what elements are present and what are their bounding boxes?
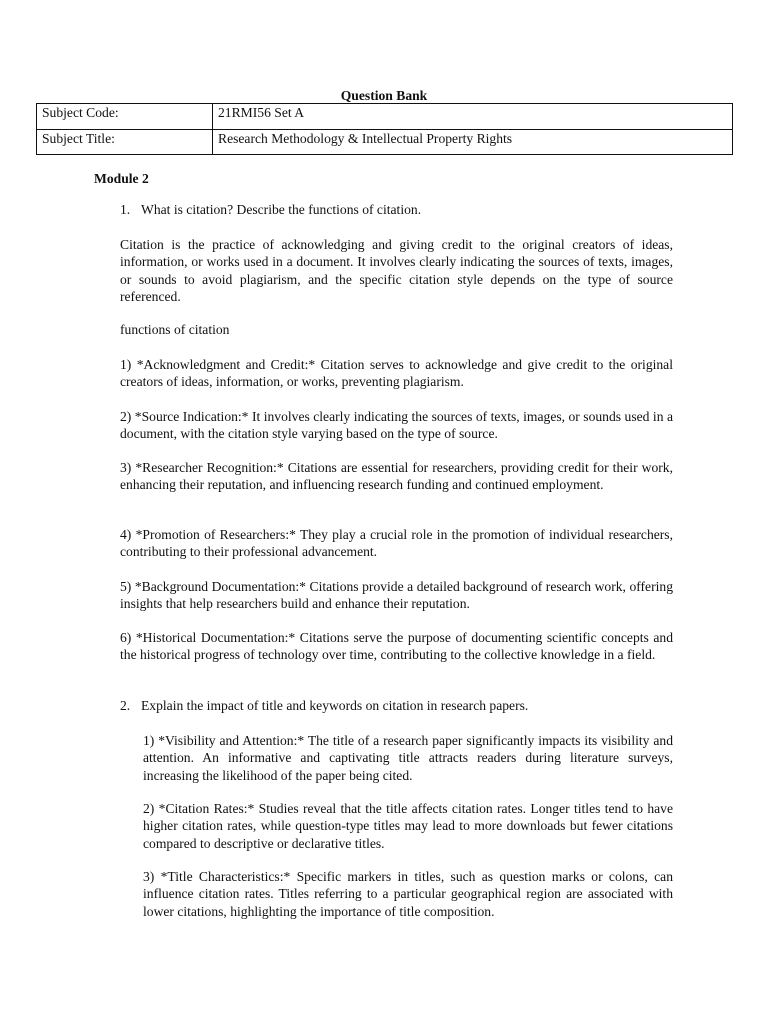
question-1 bbox=[120, 201, 680, 218]
module-heading: Module 2 bbox=[94, 171, 149, 186]
impact-point-2: 2) *Citation Rates:* Studies reveal that the title affects citation rates. Longer titles tend to have higher citation rates, while question-type titles may lead to more downloads but fewer citations compared to descriptive or declarative titles. bbox=[143, 801, 673, 851]
table-row bbox=[37, 104, 733, 130]
subject-title-value: Research Methodology & Intellectual Property Rights bbox=[213, 129, 733, 155]
function-point-5: 5) *Background Documentation:* Citations provide a detailed background of research work, offering insights that help researchers build and enhance their reputation. bbox=[120, 579, 673, 612]
question-2 bbox=[120, 697, 680, 714]
function-point-4: 4) *Promotion of Researchers:* They play a crucial role in the promotion of individual researchers, contributing to their professional advancement. bbox=[120, 527, 673, 560]
function-point-2: 2) *Source Indication:* It involves clearly indicating the sources of texts, images, or sounds used in a document, with the citation style varying based on the type of source. bbox=[120, 409, 673, 442]
page-title: Question Bank bbox=[340, 88, 428, 103]
answer-paragraph: Citation is the practice of acknowledging and giving credit to the original creators of ideas, information, or works used in a document. It involves clearly indicating the sources of texts, images, or sounds to avoid plagiarism, and the specific citation style depends on the type of source referenced. bbox=[120, 237, 673, 305]
table-row bbox=[37, 129, 733, 155]
question-text: Explain the impact of title and keywords on citation in research papers. bbox=[141, 698, 529, 713]
function-point-6: 6) *Historical Documentation:* Citations serve the purpose of documenting scientific concepts and the historical progress of technology over time, contributing to the collective knowledge in a field. bbox=[120, 630, 673, 663]
subject-code-label: Subject Code: bbox=[37, 104, 213, 130]
function-point-1: 1) *Acknowledgment and Credit:* Citation serves to acknowledge and give credit to the original creators of ideas, information, or works, preventing plagiarism. bbox=[120, 357, 673, 390]
question-number: 1. bbox=[120, 202, 131, 217]
question-text: What is citation? Describe the functions of citation. bbox=[141, 202, 422, 217]
subject-code-value: 21RMI56 Set A bbox=[213, 104, 733, 130]
impact-point-3: 3) *Title Characteristics:* Specific markers in titles, such as question marks or colons, can influence citation rates. Titles referring to a particular geographical region are associated with lower citations, highlighting the importance of title composition. bbox=[143, 869, 673, 919]
function-point-3: 3) *Researcher Recognition:* Citations are essential for researchers, providing credit for their work, enhancing their reputation, and influencing research funding and continued employment. bbox=[120, 460, 673, 493]
functions-heading: functions of citation bbox=[120, 322, 230, 337]
impact-point-1: 1) *Visibility and Attention:* The title of a research paper significantly impacts its visibility and attention. An informative and captivating title attracts readers during literature surveys, increasing the likelihood of the paper being cited. bbox=[143, 733, 673, 783]
subject-title-label: Subject Title: bbox=[37, 129, 213, 155]
question-number: 2. bbox=[120, 698, 131, 713]
subject-info-table bbox=[36, 103, 733, 155]
